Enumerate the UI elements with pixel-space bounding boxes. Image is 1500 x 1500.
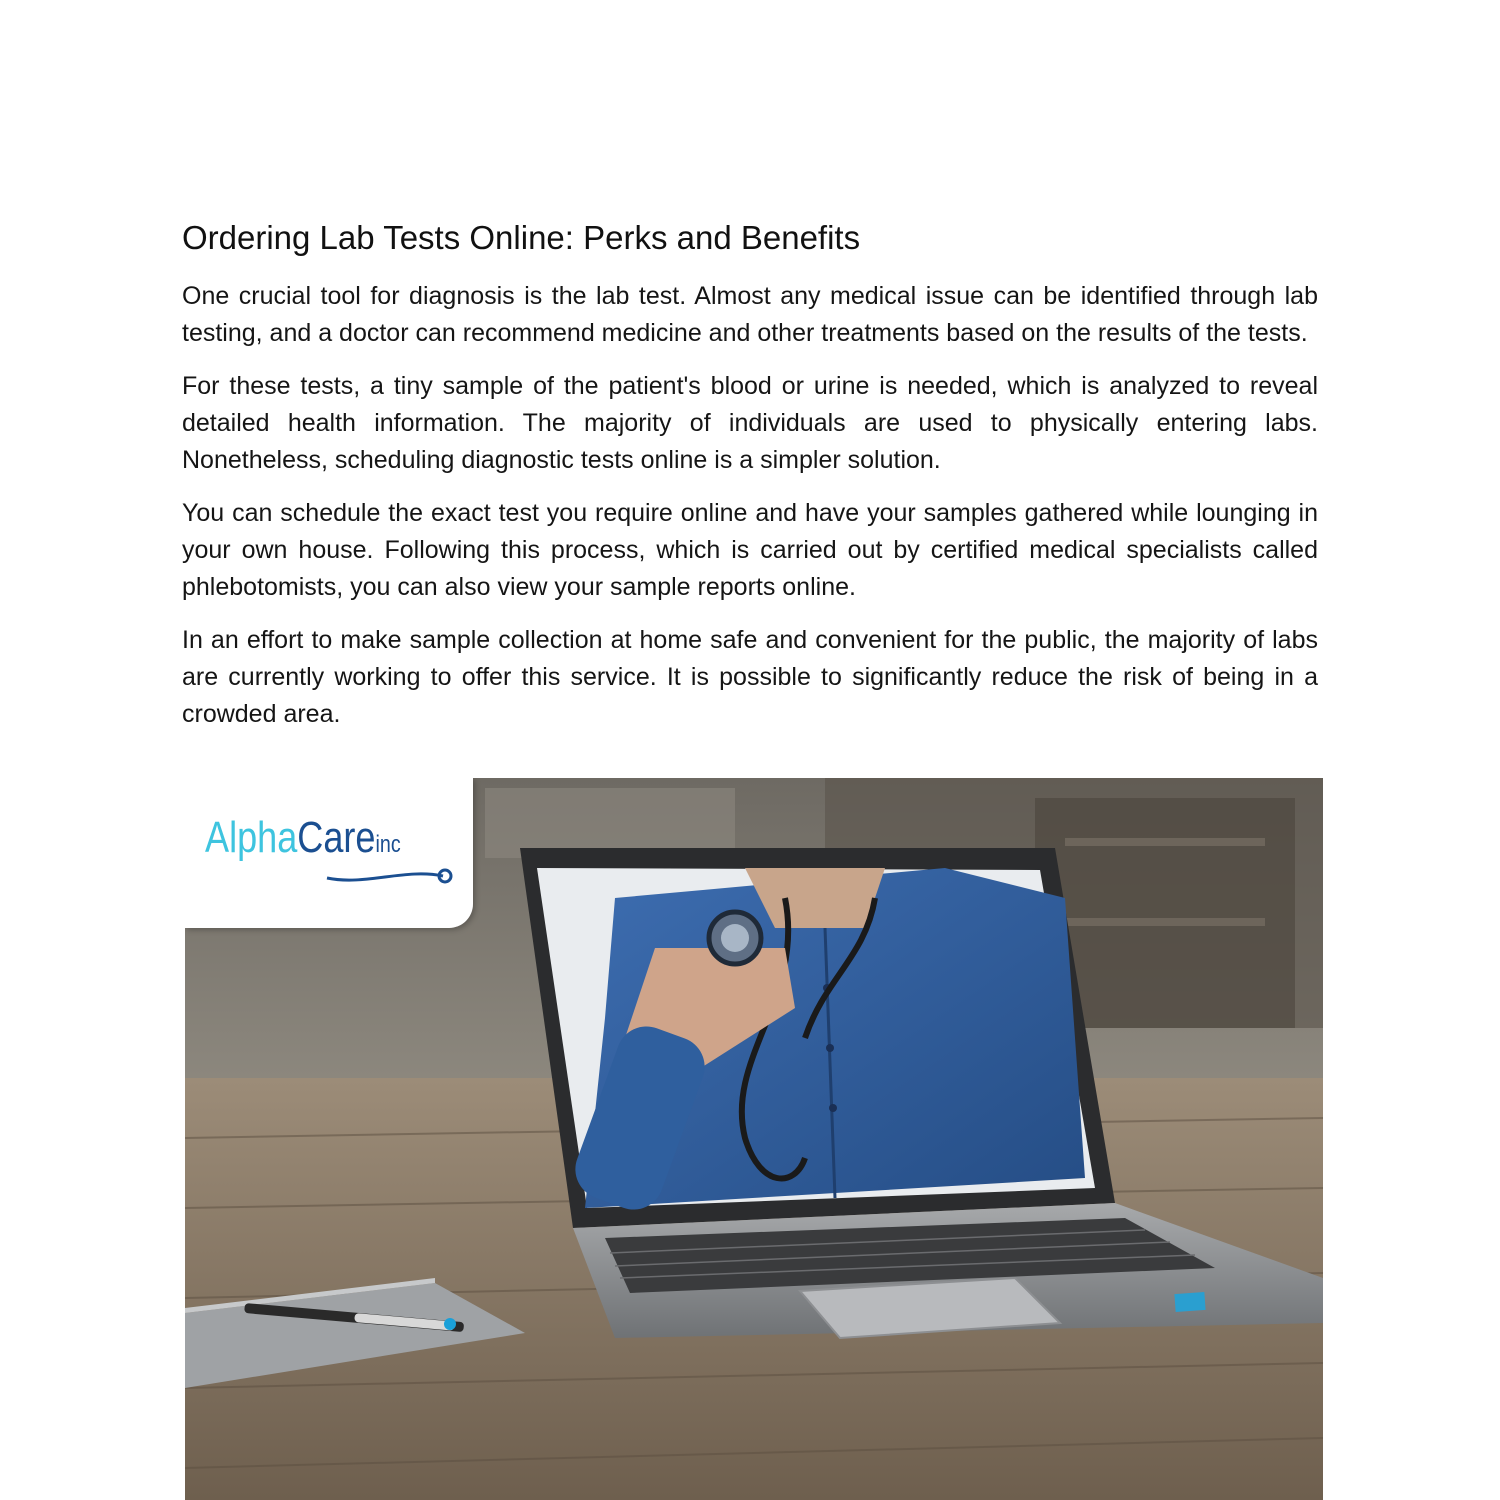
page-title: Ordering Lab Tests Online: Perks and Benefits <box>182 219 861 256</box>
stethoscope-swoosh-icon <box>325 858 455 888</box>
paragraph-4: In an effort to make sample collection at home safe and convenient for the public, the majority of labs are currently working to offer this service. It is possible to significantly reduce the risk of being in a crowded area. <box>182 626 1318 728</box>
paragraph-1: One crucial tool for diagnosis is the lab test. Almost any medical issue can be identified through lab testing, and a doctor can recommend medicine and other treatments based on the results of the tests. <box>182 282 1318 347</box>
logo-alpha-text: Alpha <box>205 813 298 862</box>
logo-inc-text: inc <box>375 831 401 858</box>
brand-logo <box>185 778 473 928</box>
hero-image <box>185 778 1323 1500</box>
logo-care-text: Care <box>297 813 376 862</box>
article-body <box>182 278 1318 749</box>
paragraph-2: For these tests, a tiny sample of the patient's blood or urine is needed, which is analyzed to reveal detailed health information. The majority of individuals are used to physically entering labs. Nonetheless, scheduling diagnostic tests online is a simpler solution. <box>182 372 1318 474</box>
paragraph-3: You can schedule the exact test you require online and have your samples gathered while lounging in your own house. Following this process, which is carried out by certified medical specialists called phlebotomists, you can also view your sample reports online. <box>182 499 1318 601</box>
